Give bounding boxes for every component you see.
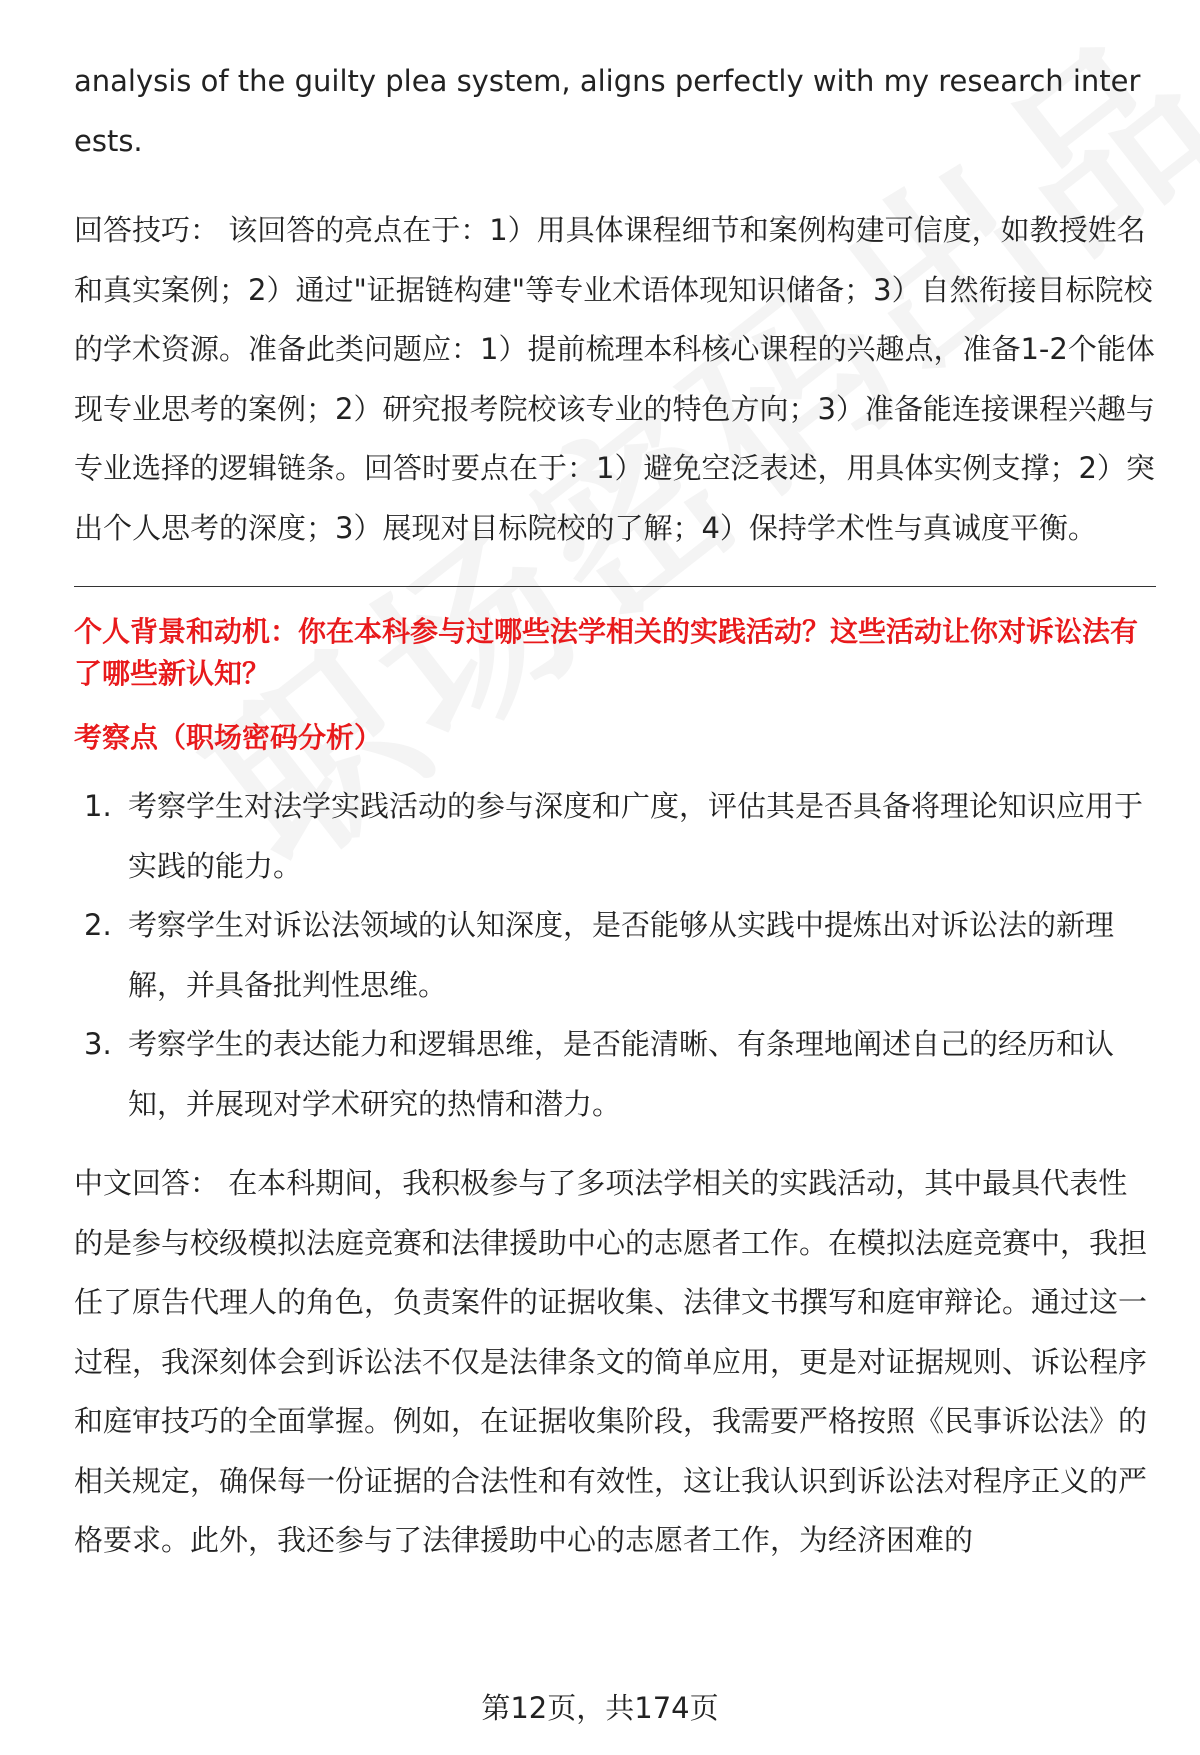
answer-label: 中文回答： bbox=[74, 1166, 220, 1200]
answer-text: 在本科期间，我积极参与了多项法学相关的实践活动，其中最具代表性的是参与校级模拟法庭竞赛和法律援助中心的志愿者工作。在模拟法庭竞赛中，我担任了原告代理人的角色，负责案件的证据收集、法律文书撰写和庭审辩论。通过这一过程，我深刻体会到诉讼法不仅是法律条文的简单应用，更是对证据规则、诉讼程序和庭审技巧的全面掌握。例如，在证据收集阶段，我需要严格按照《民事诉讼法》的相关规定，确保每一份证据的合法性和有效性，这让我认识到诉讼法对程序正义的严格要求。此外，我还参与了法律援助中心的志愿者工作，为经济困难的 bbox=[74, 1166, 1148, 1557]
tip-label: 回答技巧： bbox=[74, 213, 220, 247]
list-item bbox=[74, 1015, 1156, 1134]
section-divider bbox=[74, 586, 1156, 587]
page-number: 第12页，共174页 bbox=[481, 1691, 719, 1725]
answer-paragraph bbox=[74, 1154, 1156, 1571]
list-item-text: 考察学生对诉讼法领域的认知深度，是否能够从实践中提炼出对诉讼法的新理解，并具备批判性思维。 bbox=[128, 908, 1115, 1002]
list-item-text: 考察学生的表达能力和逻辑思维，是否能清晰、有条理地阐述自己的经历和认知，并展现对学术研究的热情和潜力。 bbox=[128, 1027, 1115, 1121]
document-page bbox=[74, 52, 1156, 1571]
tip-text: 该回答的亮点在于：1）用具体课程细节和案例构建可信度，如教授姓名和真实案例；2）通过"证据链构建"等专业术语体现知识储备；3）自然衔接目标院校的学术资源。准备此类问题应：1）提前梳理本科核心课程的兴趣点，准备1-2个能体现专业思考的案例；2）研究报考院校该专业的特色方向；3）准备能连接课程兴趣与专业选择的逻辑链条。回答时要点在于：1）避免空泛表述，用具体实例支撑；2）突出个人思考的深度；3）展现对目标院校的了解；4）保持学术性与真诚度平衡。 bbox=[74, 213, 1155, 545]
list-item bbox=[74, 777, 1156, 896]
intro-paragraph: analysis of the guilty plea system, aligns perfectly with my research interests. bbox=[74, 64, 1141, 158]
list-number: 1. bbox=[84, 789, 112, 823]
points-list bbox=[74, 777, 1156, 1134]
list-item bbox=[74, 896, 1156, 1015]
list-number: 3. bbox=[84, 1027, 112, 1061]
list-item-text: 考察学生对法学实践活动的参与深度和广度，评估其是否具备将理论知识应用于实践的能力。 bbox=[128, 789, 1144, 883]
tip-paragraph bbox=[74, 201, 1156, 558]
list-number: 2. bbox=[84, 908, 112, 942]
section-heading: 考察点（职场密码分析） bbox=[74, 721, 383, 754]
question-heading: 个人背景和动机：你在本科参与过哪些法学相关的实践活动？这些活动让你对诉讼法有了哪些新认知？ bbox=[74, 615, 1139, 690]
